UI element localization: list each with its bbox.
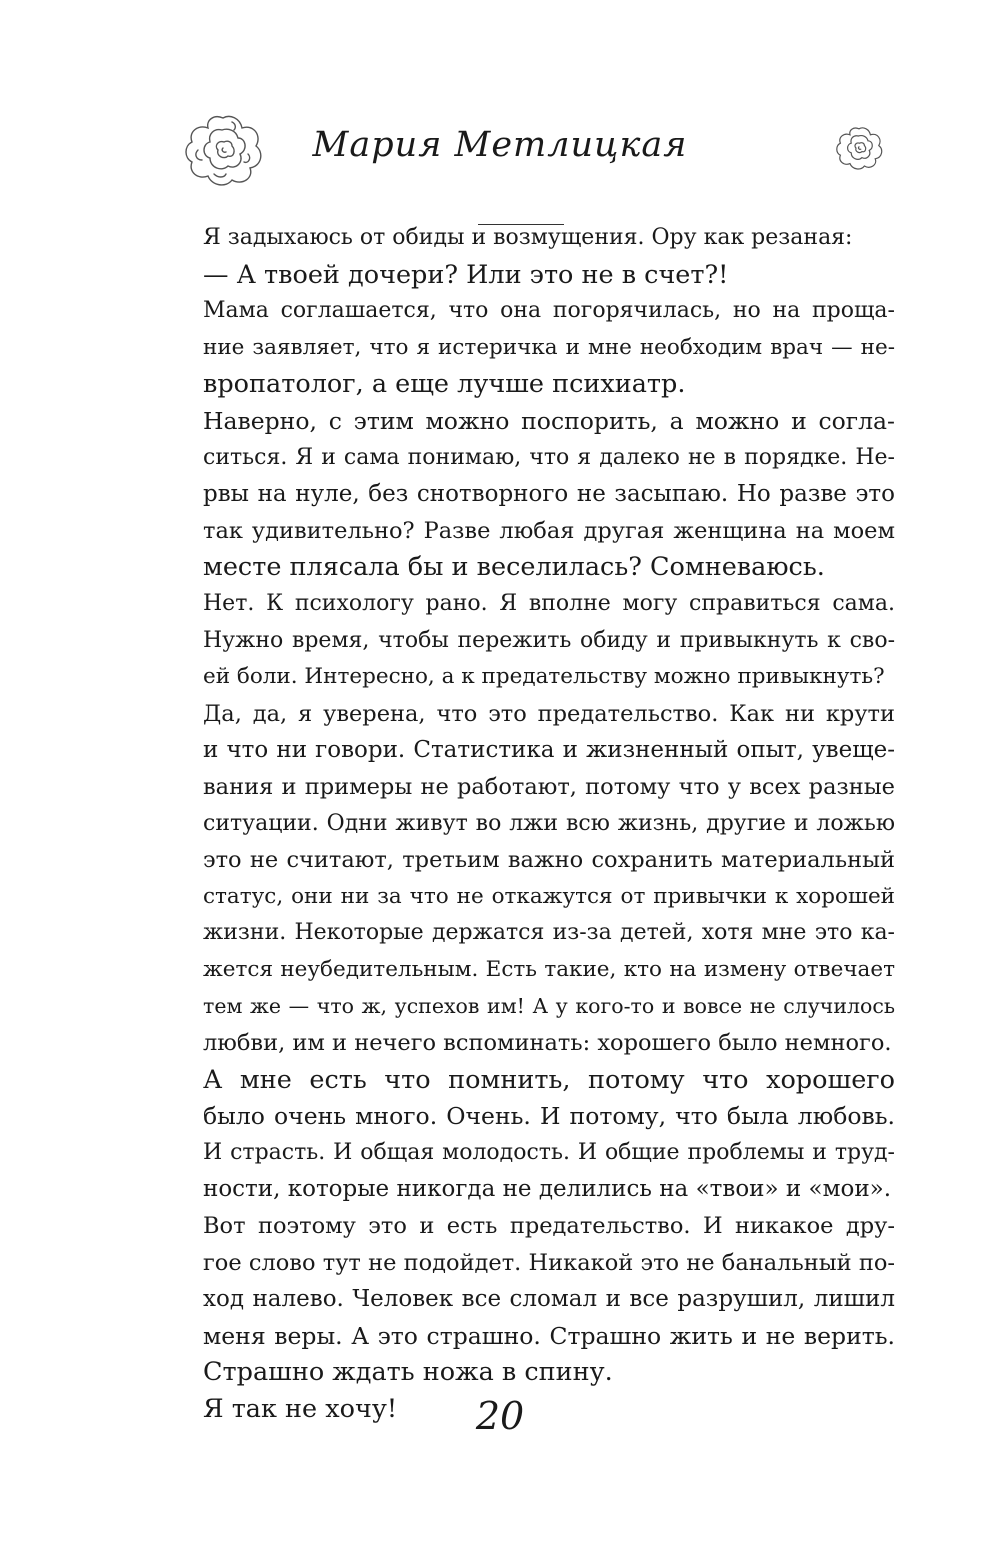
- text-line: жется неубедительным. Есть такие, кто на измену отвечает: [203, 956, 895, 982]
- rose-ornament-icon: [178, 110, 268, 190]
- text-line: И страсть. И общая молодость. И общие проблемы и труд-: [203, 1139, 895, 1165]
- text-line: любви, им и нечего вспоминать: хорошего было немного.: [203, 1030, 892, 1057]
- text-line: вания и примеры не работают, потому что у всех разные: [203, 773, 895, 800]
- text-line: ситься. Я и сама понимаю, что я далеко не в порядке. Не-: [203, 444, 895, 470]
- page-header: [0, 100, 1000, 210]
- text-line: и что ни говори. Статистика и жизненный опыт, увеще-: [203, 737, 895, 764]
- paragraph: [173, 696, 895, 1062]
- paragraph: [173, 1208, 895, 1391]
- paragraph: [173, 586, 895, 696]
- body-text: [173, 220, 895, 1428]
- text-line: Я так не хочу!: [203, 1394, 398, 1424]
- text-line: ситуации. Одни живут во лжи всю жизнь, другие и ложью: [203, 810, 895, 836]
- text-line: было очень много. Очень. И потому, что была любовь.: [203, 1102, 895, 1131]
- text-line: вропатолог, а еще лучше психиатр.: [203, 369, 686, 400]
- text-line: рвы на нуле, без снотворного не засыпаю. Но разве это: [203, 481, 895, 508]
- text-line: Нужно время, чтобы пережить обиду и привыкнуть к сво-: [203, 627, 895, 653]
- text-line: Мама соглашается, что она погорячилась, но на проща-: [203, 298, 895, 324]
- text-line: так удивительно? Разве любая другая женщина на моем: [203, 517, 895, 544]
- text-line: жизни. Некоторые держатся из-за детей, хотя мне это ка-: [203, 920, 895, 946]
- text-line: Наверно, с этим можно поспорить, а можно и согла-: [203, 406, 895, 435]
- text-line: ей боли. Интересно, а к предательству можно привыкнуть?: [203, 664, 885, 690]
- paragraph: [173, 1062, 895, 1208]
- text-line: Вот поэтому это и есть предательство. И никакое дру-: [203, 1213, 895, 1240]
- text-line: месте плясала бы и веселилась? Сомневаюсь.: [203, 552, 825, 583]
- text-line: ние заявляет, что я истеричка и мне необходим врач — не-: [203, 334, 895, 360]
- text-line: тем же — что ж, успехов им! А у кого-то и вовсе не случилось: [203, 994, 895, 1019]
- text-line: ности, которые никогда не делились на «твои» и «мои».: [203, 1176, 892, 1203]
- text-line: Страшно ждать ножа в спину.: [203, 1357, 613, 1388]
- paragraph: [173, 257, 895, 294]
- text-line: Нет. К психологу рано. Я вполне могу справиться сама.: [203, 590, 895, 616]
- text-line: меня веры. А это страшно. Страшно жить и не верить.: [203, 1321, 895, 1350]
- rose-ornament-icon: [832, 124, 886, 172]
- page-number: 20: [475, 1394, 525, 1438]
- paragraph: [173, 293, 895, 403]
- paragraph: [173, 403, 895, 586]
- text-line: статус, они ни за что не откажутся от привычки к хорошей: [203, 883, 895, 909]
- text-line: это не считают, третьим важно сохранить материальный: [203, 847, 895, 874]
- text-line: — А твоей дочери? Или это не в счет?!: [203, 259, 729, 290]
- text-line: А мне есть что помнить, потому что хорошего: [203, 1064, 895, 1095]
- text-line: гое слово тут не подойдет. Никакой это не банальный по-: [203, 1249, 895, 1276]
- text-line: Да, да, я уверена, что это предательство. Как ни крути: [203, 700, 895, 727]
- text-line: ход налево. Человек все сломал и все разрушил, лишил: [203, 1286, 895, 1313]
- running-head-author: Мария Метлицкая: [312, 125, 688, 165]
- text-line: Я задыхаюсь от обиды и возмущения. Ору как резаная:: [203, 225, 853, 250]
- paragraph: [173, 220, 895, 257]
